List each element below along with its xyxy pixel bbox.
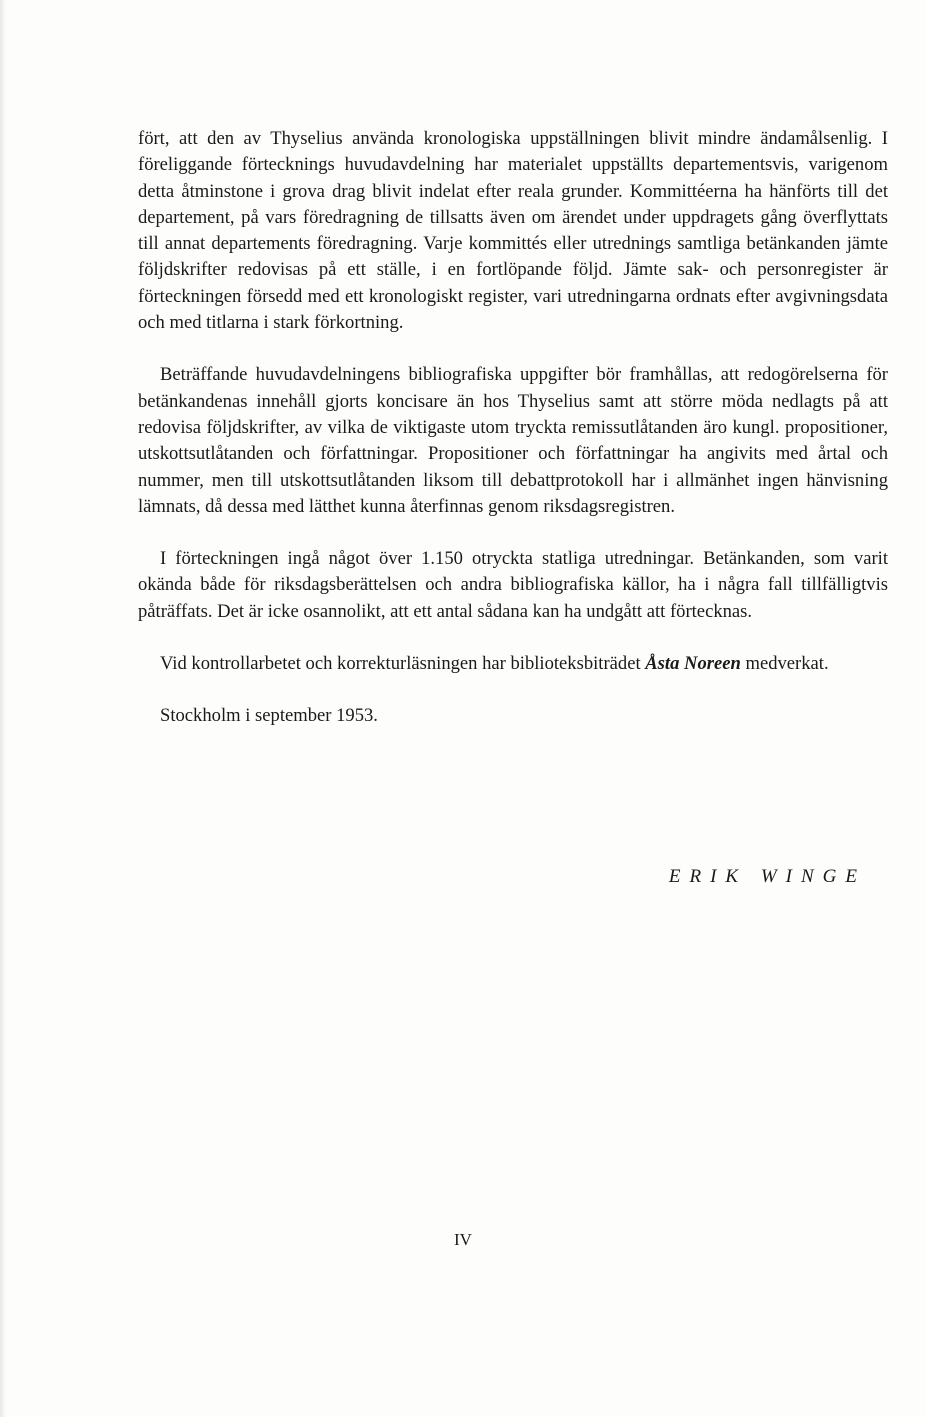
page-number: IV: [454, 1230, 472, 1249]
place-and-date: Stockholm i september 1953.: [160, 705, 378, 727]
body-text: [138, 126, 888, 730]
author-signature: ERIK WINGE: [668, 866, 866, 887]
assistant-name: Åsta Noreen: [645, 653, 741, 675]
paragraph-1: fört, att den av Thyselius använda kronologiska uppställningen blivit mindre ändamålsenlig. I föreliggande förtecknings huvudavdelning har materialet uppställts departementsvis, varigenom detta åtminstone i grova drag blivit indelat efter reala grunder. Kommittéerna ha hänförts till det departement, på vars föredragning de tillsatts även om ärendet under uppdragets gång överflyttats till annat departements föredragning. Varje kommittés eller utrednings samtliga betänkanden jämte följdskrifter redovisas på ett ställe, i en fortlöpande följd. Jämte sak- och personregister är förteckningen försedd med ett kronologiskt register, vari utredningarna ordnats efter avgivningsdata och med titlarna i stark förkortning.: [138, 128, 888, 334]
paragraph-4-text-before: Vid kontrollarbetet och korrekturläsningen har biblioteksbiträdet: [160, 653, 646, 675]
paragraph-2: Beträffande huvudavdelningens bibliografiska uppgifter bör framhållas, att redogörelserna för betänkandenas innehåll gjorts koncisare än hos Thyselius samt att större möda nedlagts på att redovisa följdskrifter, av vilka de viktigaste utom tryckta remissutlåtanden äro kungl. propositioner, utskottsutlåtanden och författningar. Propositioner och författningar ha angivits med årtal och nummer, men till utskottsutlåtanden liksom till debattprotokoll har i allmänhet ingen hänvisning lämnats, då dessa med lätthet kunna återfinnas genom riksdagsregistren.: [138, 364, 888, 517]
paragraph-3: I förteckningen ingå något över 1.150 otryckta statliga utredningar. Betänkanden, som varit okända både för riksdagsberättelsen och andra bibliografiska källor, ha i några fall tillfälligtvis påträffats. Det är icke osannolikt, att ett antal sådana kan ha undgått att förtecknas.: [138, 548, 888, 622]
paragraph-4-text-after: medverkat.: [740, 653, 829, 675]
paragraph-4: [138, 651, 888, 677]
scan-edge-shadow: [0, 0, 6, 1417]
